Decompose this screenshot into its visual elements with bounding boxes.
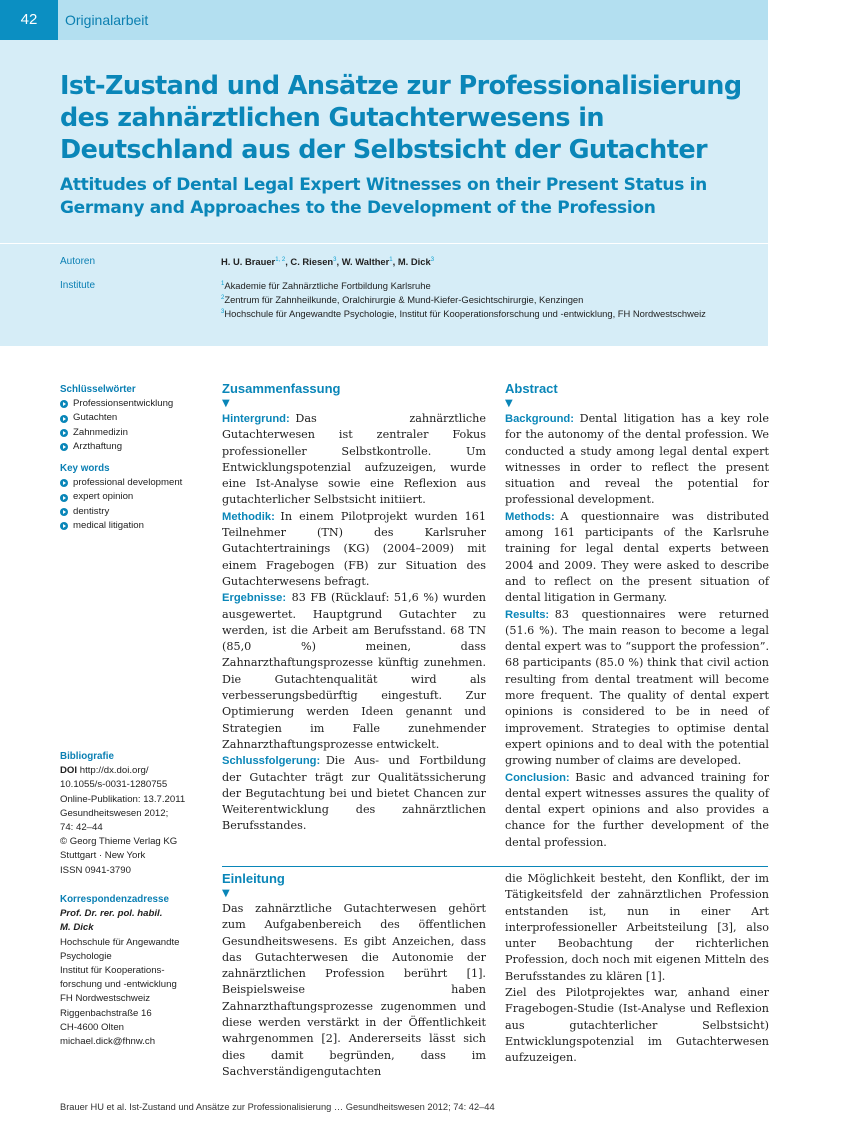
title-english: Attitudes of Dental Legal Expert Witnesses on their Present Status in Germany and Approaches to the Development of the Profession — [60, 175, 707, 218]
keywords-en-list — [60, 476, 210, 533]
institutes-label: Institute — [60, 280, 96, 291]
keyword-item — [60, 505, 210, 519]
keyword-item — [60, 426, 210, 440]
bibliography-line: Online-Publikation: 13.7.2011 — [60, 793, 186, 805]
bibliography-line: 10.1055/s-0031-1280755 — [60, 779, 168, 791]
paragraph-text: Die Aus- und Fortbildung der Gutachter trägt zur Qualitätssicherung der Begutachtung bei und bietet Chancen zur Weiterentwicklung des zahnärztlichen Berufsstandes. — [222, 754, 486, 833]
bibliography-lines — [60, 764, 210, 878]
author-name: H. U. Brauer — [221, 256, 276, 267]
affiliation-marker: 3 — [221, 309, 225, 315]
institute-name: Akademie für Zahnärztliche Fortbildung Karlsruhe — [224, 280, 431, 291]
einleitung-paragraph: Ziel des Pilotprojektes war, anhand einer Fragebogen-Studie (Ist-Analyse und Reflexion aus gutachterlicher Selbstsicht) Entwicklungspotenzial im Gutachterwesen aufzuzeigen. — [505, 986, 769, 1065]
abstract-paragraph — [505, 770, 769, 851]
title-german: Ist-Zustand und Ansätze zur Professionalisierung des zahnärztlichen Gutachterwesens in Deutschland aus der Selbstsicht der Gutachter — [60, 71, 742, 165]
zusammenfassung-body — [222, 411, 486, 835]
correspondent-name — [60, 921, 210, 935]
institute-name: Zentrum für Zahnheilkunde, Oralchirurgie & Mund-Kiefer-Gesichtschirurgie, Kenzingen — [224, 294, 584, 305]
keyword-item — [60, 397, 210, 411]
einleitung-body-2 — [505, 871, 769, 1067]
keyword-item — [60, 411, 210, 425]
bibliography-line: Gesundheitswesen 2012; — [60, 807, 169, 819]
page-footer: Brauer HU et al. Ist-Zustand und Ansätze zur Professionalisierung … Gesundheitswesen 2012; 74: 42–44 — [60, 1102, 495, 1112]
section-rule — [222, 866, 768, 867]
name-text: M. Dick — [60, 922, 94, 934]
bibliography-heading: Bibliografie — [60, 751, 114, 762]
correspondence-heading: Korrespondenzadresse — [60, 894, 169, 905]
paragraph-label: Methods: — [505, 510, 555, 523]
abstract-column — [505, 381, 769, 851]
author-name: W. Walther — [341, 256, 390, 267]
section-label: Originalarbeit — [65, 12, 149, 28]
section-marker-icon: ▼ — [222, 398, 230, 409]
keywords-de-heading: Schlüsselwörter — [60, 384, 136, 395]
author-separator: , — [336, 256, 342, 267]
zusammenfassung-heading: Zusammenfassung — [222, 381, 341, 396]
bullet-arrow-icon — [60, 415, 68, 423]
paragraph-label: Background: — [505, 413, 574, 425]
bullet-arrow-icon — [60, 508, 68, 516]
bibliography-line: 74: 42–44 — [60, 822, 103, 834]
keyword-text: medical litigation — [73, 519, 144, 531]
abstract-paragraph — [505, 411, 769, 509]
paragraph-label: Hintergrund: — [222, 413, 290, 425]
paragraph-text: Basic and advanced training for dental expert witnesses assures the quality of dental expert opinions and also provides a chance for the further development of the dental profession. — [505, 770, 769, 849]
keyword-text: Arzthaftung — [73, 440, 123, 452]
keyword-text: Gutachten — [73, 412, 118, 424]
zusammenfassung-paragraph — [222, 509, 486, 590]
keyword-text: dentistry — [73, 505, 110, 517]
title-block — [0, 40, 768, 346]
paragraph-label: Ergebnisse: — [222, 592, 287, 605]
address-line: Hochschule für Angewandte — [60, 936, 180, 948]
author-name: M. Dick — [397, 256, 431, 267]
affiliation-marker: 1 — [221, 281, 225, 287]
doi-label: DOI — [60, 765, 78, 777]
bullet-arrow-icon — [60, 522, 68, 530]
bullet-arrow-icon — [60, 400, 68, 408]
institute-name: Hochschule für Angewandte Psychologie, Institut für Kooperationsforschung und -entwicklung, FH Nordwestschweiz — [224, 308, 706, 319]
abstract-paragraph — [505, 607, 769, 770]
keywords-de-list — [60, 397, 210, 454]
institute-line — [221, 278, 706, 292]
author-separator: , — [285, 256, 291, 267]
bullet-arrow-icon — [60, 443, 68, 451]
authors-label: Autoren — [60, 256, 96, 267]
bullet-arrow-icon — [60, 479, 68, 487]
einleitung-column-1 — [222, 871, 486, 1080]
address-line: Psychologie — [60, 950, 112, 962]
abstract-paragraph — [505, 509, 769, 607]
address-line: forschung und -entwicklung — [60, 979, 177, 991]
author-name: C. Riesen — [290, 256, 334, 267]
correspondent-name — [60, 907, 210, 921]
bullet-arrow-icon — [60, 494, 68, 502]
einleitung-paragraph: die Möglichkeit besteht, den Konflikt, der im Tätigkeitsfeld der zahnärztlichen Profession entstanden ist, nun in einer Art interprofessioneller Arbeitsteilung [3], also unter Beobachtung der richterlichen Profession, doch noch mit eigenen Mitteln des Berufsstandes zu klären [1]. — [505, 872, 769, 983]
zusammenfassung-column — [222, 381, 486, 835]
zusammenfassung-paragraph — [222, 590, 486, 753]
affiliation-marker: 2 — [221, 295, 225, 301]
correspondence-lines — [60, 907, 210, 1049]
address-line: Institut für Kooperations- — [60, 965, 165, 977]
paragraph-label: Methodik: — [222, 510, 275, 523]
keyword-item — [60, 490, 210, 504]
keyword-item — [60, 440, 210, 454]
keyword-text: Professionsentwicklung — [73, 398, 174, 410]
paragraph-label: Conclusion: — [505, 771, 570, 784]
einleitung-column-2 — [505, 871, 769, 1067]
institute-line — [221, 306, 706, 320]
institute-list — [221, 278, 706, 320]
paragraph-label: Results: — [505, 608, 550, 621]
affiliation-marker: 3 — [430, 257, 435, 263]
keywords-en-heading: Key words — [60, 463, 110, 475]
paragraph-text: A questionnaire was distributed among 161 participants of the Karlsruhe training for legal dental experts between 2004 and 2009. They were asked to describe and to reflect on the present situation of dental litigation in Germany. — [505, 509, 769, 605]
doi-url: http://dx.doi.org/ — [79, 765, 149, 777]
running-header — [0, 0, 768, 40]
einleitung-body-1 — [222, 901, 486, 1080]
abstract-heading: Abstract — [505, 381, 558, 396]
paragraph-text: 83 FB (Rücklauf: 51,6 %) wurden ausgewertet. Hauptgrund Gutachter zu werden, ist die Arbeit am Berufsstand. 68 TN (85,0 %) meinen, dass Zahnarzthaftungsprozesse künftig zunehmen. Die Gutachtenqualität wird als verbesserungsbedürftig eingestuft. Zur Optimierung werden Ideen genannt und Strategien im Falle zunehmender Zahnarzthaftungsprozesse entwickelt. — [222, 591, 486, 751]
bibliography-panel — [60, 750, 210, 878]
bibliography-line: © Georg Thieme Verlag KG — [60, 836, 178, 848]
affiliation-marker: 1 — [389, 257, 393, 263]
bibliography-line — [60, 764, 210, 778]
affiliation-marker: 1, 2 — [275, 257, 286, 263]
einleitung-heading: Einleitung — [222, 871, 285, 886]
address-line: CH-4600 Olten — [60, 1021, 124, 1033]
section-marker-icon: ▼ — [222, 888, 230, 899]
paragraph-text: 83 questionnaires were returned (51.6 %). The main reason to become a legal dental expert was to “support the profession”. 68 participants (85.0 %) think that civil action resulting from dental treatment will become more frequent. The quality of dental expert opinions is considered to be in need of improvement. Strategies to optimise dental expert opinions and to deal with the potential growing number of claims are developed. — [505, 607, 769, 768]
keyword-text: professional development — [73, 477, 183, 489]
zusammenfassung-paragraph — [222, 411, 486, 509]
einleitung-paragraph: Das zahnärztliche Gutachterwesen gehört zum Aufgabenbereich des öffentlichen Gesundheitswesens. Es gibt Anzeichen, dass das Gutachterwesen die Autonomie der zahnärztlichen Profession berührt [1]. Beispielsweise haben Zahnarzthaftungsprozesse zugenommen und diese werden verstärkt in der Öffentlichkeit wahrgenommen [2]. Andererseits lässt sich dies damit begründen, dass im Sachverständigengutachten — [222, 902, 486, 1078]
keyword-text: expert opinion — [73, 491, 134, 503]
zusammenfassung-paragraph — [222, 753, 486, 834]
address-line: Riggenbachstraße 16 — [60, 1007, 152, 1019]
bibliography-line: ISSN 0941-3790 — [60, 864, 131, 876]
institute-line — [221, 292, 706, 306]
bibliography-line: Stuttgart · New York — [60, 850, 146, 862]
affiliation-marker: 3 — [333, 257, 337, 263]
bullet-arrow-icon — [60, 429, 68, 437]
address-line: FH Nordwestschweiz — [60, 993, 151, 1005]
name-text: Prof. Dr. rer. pol. habil. — [60, 908, 163, 920]
correspondence-panel — [60, 893, 210, 1049]
paragraph-text: Dental litigation has a key role for the autonomy of the dental profession. We conducted a study among legal dental expert witnesses in order to reflect the present situation and reveal the potential for professional development. — [505, 412, 769, 507]
author-list — [221, 256, 434, 267]
abstract-body — [505, 411, 769, 851]
address-line: michael.dick@fhnw.ch — [60, 1036, 156, 1048]
keyword-item — [60, 476, 210, 490]
paragraph-label: Schlussfolgerung: — [222, 755, 321, 768]
section-marker-icon: ▼ — [505, 398, 513, 409]
author-separator: , — [392, 256, 398, 267]
keyword-item — [60, 519, 210, 533]
keywords-panel — [60, 383, 210, 533]
page-number: 42 — [0, 0, 58, 40]
keyword-text: Zahnmedizin — [73, 426, 128, 438]
paragraph-text: In einem Pilotprojekt wurden 161 Teilnehmer (TN) des Karlsruher Gutachtertrainings (KG) (2004–2009) mit einem Fragebogen (FB) zur Situation des Gutachterwesens befragt. — [222, 509, 486, 588]
header-divider — [0, 243, 768, 244]
paragraph-text: Das zahnärztliche Gutachterwesen ist zentraler Fokus professioneller Selbstkontrolle. Um Entwicklungspotenzial aufzuzeigen, wurde eine Ist-Analyse sowie eine Reflexion aus gutachterlicher Selbstsicht initiiert. — [222, 412, 486, 507]
